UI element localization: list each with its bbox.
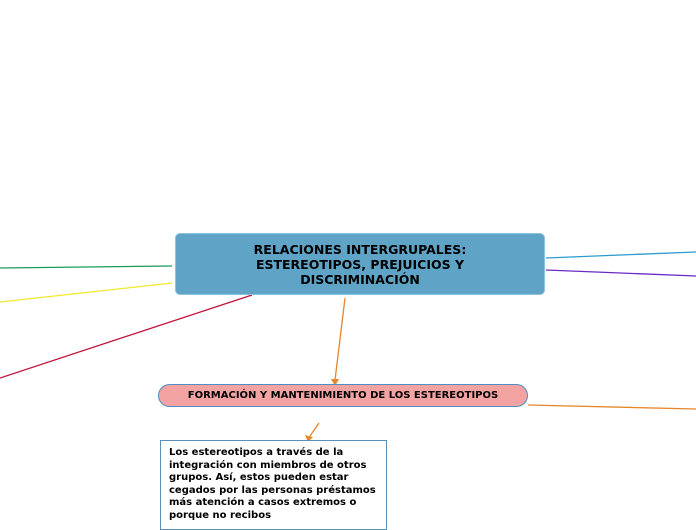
- subtopic-text: FORMACIÓN Y MANTENIMIENTO DE LOS ESTEREOTIPOS: [187, 390, 499, 401]
- connector-subtopic-to-note: [310, 423, 319, 436]
- central-topic-node[interactable]: [176, 234, 544, 294]
- subtopic-node-estereotipos[interactable]: [158, 384, 528, 407]
- branch-line-crimson: [0, 295, 252, 378]
- central-topic-text: RELACIONES INTERGRUPALES: ESTEREOTIPOS, PREJUICIOS Y DISCRIMINACIÓN: [253, 241, 467, 287]
- branch-line-orange-right: [528, 405, 696, 409]
- note-text: Los estereotipos a través de la integración con miembros de otros grupos. Así, estos pueden estar cegados por las personas préstamos más atención a casos extremos o porque no recibos: [169, 447, 376, 521]
- branch-line-purple: [546, 270, 696, 276]
- branch-line-blue: [546, 252, 696, 258]
- connector-central-to-subtopic: [335, 298, 345, 380]
- branch-line-green: [0, 266, 172, 268]
- note-node[interactable]: [160, 440, 387, 530]
- branch-line-yellow: [0, 283, 172, 302]
